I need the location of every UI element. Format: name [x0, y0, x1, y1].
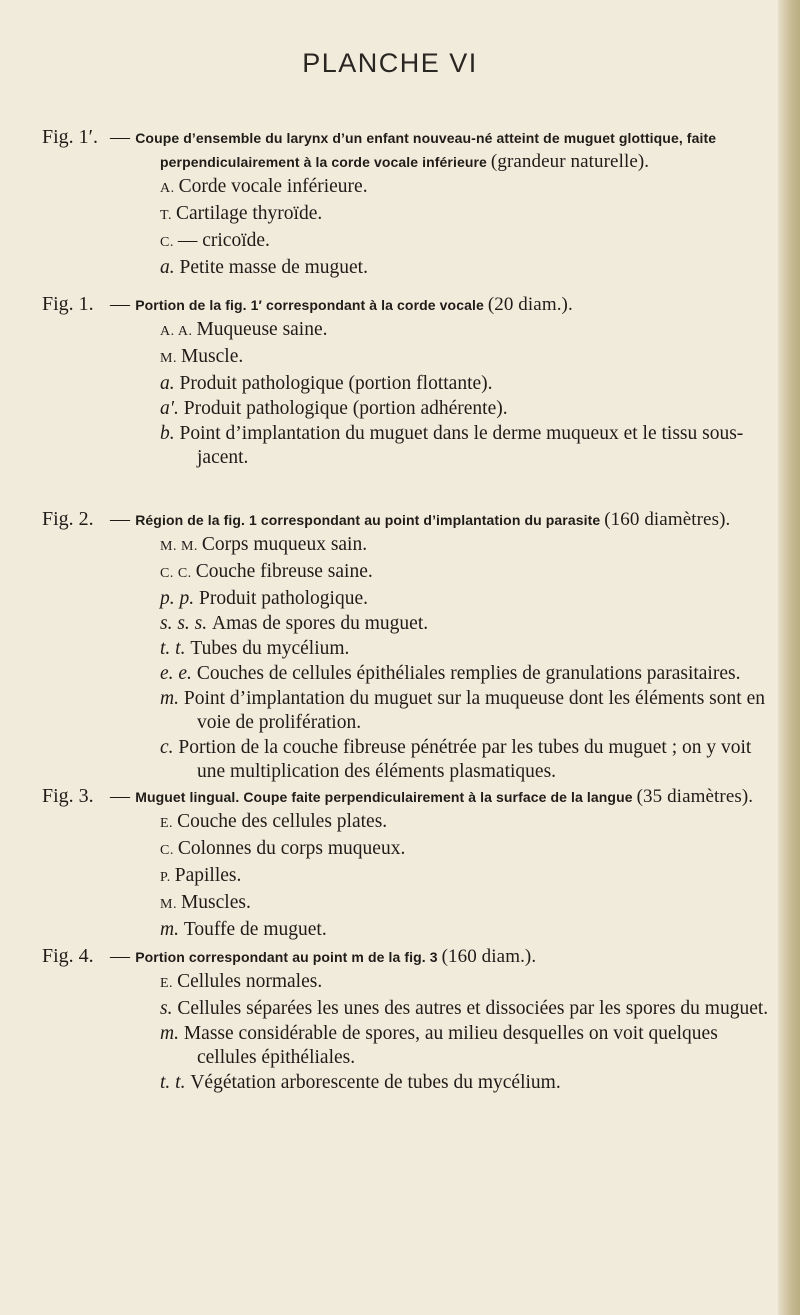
legend-item [110, 397, 780, 421]
legend-key: a′. [160, 398, 184, 419]
legend-item [110, 256, 780, 280]
legend-item [110, 612, 780, 636]
caption-magnification: (160 diamètres). [604, 509, 731, 530]
legend-key: m. [160, 688, 184, 709]
caption-text: Portion de la fig. 1′ correspondant à la corde vocale [135, 297, 488, 313]
legend-item [110, 864, 780, 890]
legend-key: e. e. [160, 663, 197, 684]
figure-caption [110, 508, 780, 532]
figure-legend-4 [42, 785, 780, 942]
legend-item [110, 202, 780, 228]
legend-key: s. [160, 998, 178, 1019]
legend-item [110, 918, 780, 942]
legend-item [110, 345, 780, 371]
legend-text: Muscles. [180, 892, 251, 913]
legend-text: Muscle. [180, 346, 244, 367]
legend-item [110, 1022, 780, 1070]
legend-text: Produit pathologique. [199, 588, 368, 609]
caption-dash: — [110, 293, 136, 315]
legend-text: Produit pathologique (portion adhérente). [183, 398, 508, 419]
figure-label: Fig. 4. [42, 945, 94, 967]
legend-item [110, 662, 780, 686]
legend-key: m. [160, 919, 184, 940]
caption-text: Muguet lingual. Coupe faite perpendiculairement à la surface de la langue [135, 789, 637, 805]
legend-key: E. [160, 976, 178, 991]
legend-key: a. [160, 257, 180, 278]
legend-text: Papilles. [174, 865, 242, 886]
legend-key: A. [160, 181, 179, 196]
legend-key: M. [160, 897, 181, 912]
figure-legend-2 [42, 293, 780, 470]
figure-label: Fig. 1′. [42, 126, 99, 148]
legend-key: M. M. [160, 539, 202, 554]
caption-magnification: (grandeur naturelle). [490, 151, 650, 172]
legend-item [110, 175, 780, 201]
legend-text: Colonnes du corps muqueux. [177, 838, 406, 859]
legend-key: t. t. [160, 1072, 191, 1093]
legend-key: m. [160, 1023, 184, 1044]
legend-text: Touffe de muguet. [183, 919, 327, 940]
caption-magnification: (160 diam.). [441, 946, 537, 967]
legend-item [110, 229, 780, 255]
caption-text: Portion correspondant au point m de la fig. 3 [135, 949, 442, 965]
figure-caption [110, 945, 780, 969]
legend-item [110, 587, 780, 611]
figure-label: Fig. 2. [42, 508, 94, 530]
legend-item [110, 637, 780, 661]
figure-label: Fig. 1. [42, 293, 94, 315]
legend-item [110, 970, 780, 996]
legend-key: s. s. s. [160, 613, 213, 634]
legend-key: b. [160, 423, 180, 444]
legend-item [110, 372, 780, 396]
caption-magnification: (35 diamètres). [636, 786, 754, 807]
legend-item [110, 533, 780, 559]
legend-item [110, 560, 780, 586]
figure-caption [110, 785, 780, 809]
legend-key: c. [160, 737, 179, 758]
legend-key: p. p. [160, 588, 199, 609]
page-edge [778, 0, 800, 1315]
legend-text: Végétation arborescente de tubes du mycélium. [190, 1072, 561, 1093]
legend-item [110, 318, 780, 344]
legend-text: Corde vocale inférieure. [178, 176, 368, 197]
legend-text: Tubes du mycélium. [190, 638, 350, 659]
legend-text: — cricoïde. [177, 230, 270, 251]
legend-item [110, 837, 780, 863]
legend-key: a. [160, 373, 180, 394]
page-title: PLANCHE VI [302, 48, 478, 78]
caption-dash: — [110, 126, 136, 148]
legend-item [110, 891, 780, 917]
legend-text: Amas de spores du muguet. [212, 613, 429, 634]
legend-text: Cartilage thyroïde. [176, 203, 323, 224]
caption-dash: — [110, 508, 136, 530]
figure-legend-1 [42, 126, 780, 280]
legend-key: E. [160, 816, 178, 831]
legend-text: Couches de cellules épithéliales remplies de granulations parasitaires. [196, 663, 741, 684]
legend-item [110, 810, 780, 836]
legend-item [110, 687, 780, 735]
legend-text: Corps muqueux sain. [201, 534, 368, 555]
legend-text: Couche fibreuse saine. [195, 561, 373, 582]
legend-text: Portion de la couche fibreuse pénétrée par les tubes du muguet ; on y voit une multiplication des éléments plasmatiques. [178, 737, 752, 782]
legend-item [110, 997, 780, 1021]
legend-text: Produit pathologique (portion flottante). [179, 373, 493, 394]
legend-key: C. [160, 235, 178, 250]
legend-item [110, 422, 780, 470]
legend-key: T. [160, 208, 177, 223]
caption-text: Coupe d’ensemble du larynx d’un enfant nouveau-né atteint de muguet glottique, faite perpendiculairement à la corde vocale inférieure [135, 130, 717, 170]
figure-legend-3 [42, 508, 780, 784]
legend-item [110, 736, 780, 784]
legend-key: C. [160, 843, 178, 858]
legend-text: Couche des cellules plates. [177, 811, 388, 832]
figure-legend-5 [42, 945, 780, 1095]
legend-key: t. t. [160, 638, 191, 659]
caption-dash: — [110, 785, 136, 807]
legend-text: Cellules séparées les unes des autres et dissociées par les spores du muguet. [177, 998, 769, 1019]
legend-key: A. A. [160, 324, 197, 339]
legend-text: Petite masse de muguet. [179, 257, 368, 278]
legend-key: C. C. [160, 566, 196, 581]
legend-text: Point d’implantation du muguet dans le derme muqueux et le tissu sous-jacent. [179, 423, 744, 468]
caption-magnification: (20 diam.). [487, 294, 573, 315]
legend-text: Masse considérable de spores, au milieu desquelles on voit quelques cellules épithéliales. [183, 1023, 718, 1068]
caption-text: Région de la fig. 1 correspondant au point d’implantation du parasite [135, 512, 605, 528]
legend-text: Cellules normales. [177, 971, 323, 992]
legend-item [110, 1071, 780, 1095]
legend-text: Muqueuse saine. [196, 319, 328, 340]
figure-caption [110, 293, 780, 317]
caption-dash: — [110, 945, 136, 967]
legend-key: M. [160, 351, 181, 366]
figure-caption [110, 126, 780, 174]
figure-label: Fig. 3. [42, 785, 94, 807]
legend-key: P. [160, 870, 175, 885]
legend-text: Point d’implantation du muguet sur la muqueuse dont les éléments sont en voie de prolifération. [183, 688, 765, 733]
